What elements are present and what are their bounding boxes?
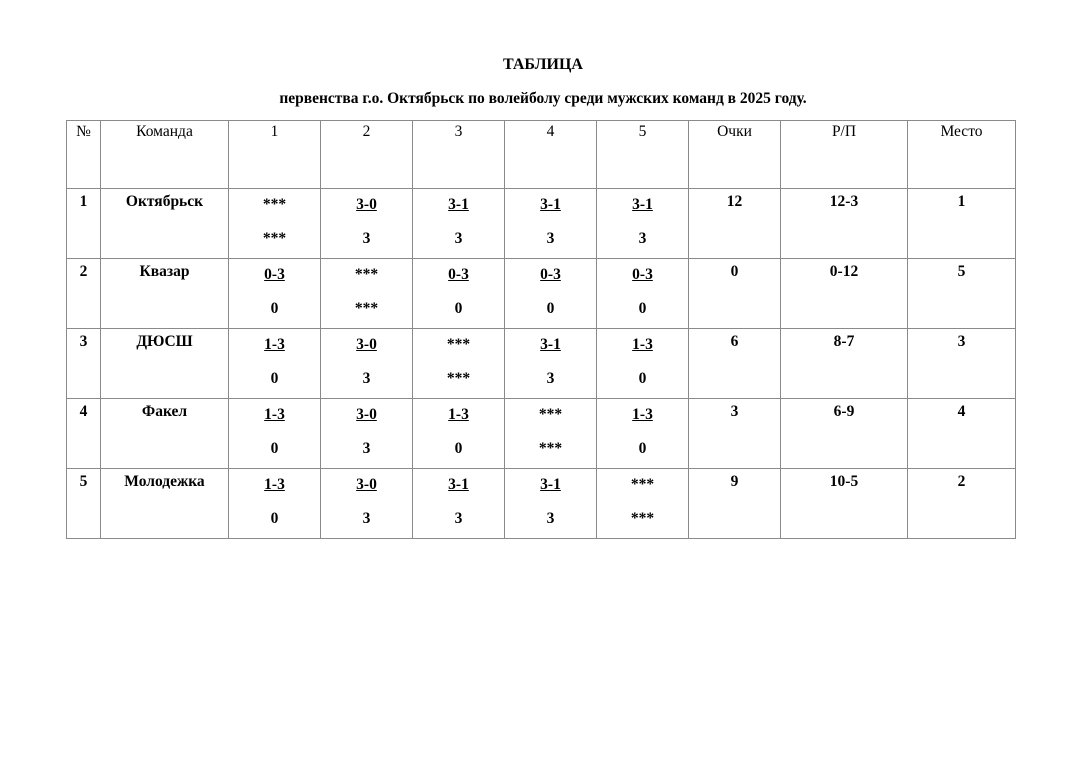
team-name: Октябрьск (101, 189, 229, 259)
header-opp-2: 2 (321, 121, 413, 189)
total-points: 0 (689, 259, 781, 329)
final-place: 2 (908, 469, 1016, 539)
table-row (67, 259, 1016, 329)
match-score: 0-3 (632, 266, 653, 283)
match-points: *** (262, 230, 287, 247)
header-opp-4: 4 (505, 121, 597, 189)
match-score: 3-1 (540, 196, 561, 213)
match-cell (413, 399, 505, 469)
match-points: 0 (270, 300, 279, 317)
match-cell (597, 329, 689, 399)
total-points: 9 (689, 469, 781, 539)
match-points: 3 (454, 510, 463, 527)
match-score: *** (630, 476, 655, 493)
match-score: 3-0 (356, 406, 377, 423)
match-cell (229, 259, 321, 329)
match-cell (505, 189, 597, 259)
match-score: 1-3 (632, 406, 653, 423)
sets-ratio: 10-5 (781, 469, 908, 539)
document-title: ТАБЛИЦА (503, 56, 583, 73)
match-points: *** (354, 300, 379, 317)
match-points: 3 (362, 440, 371, 457)
sets-ratio: 12-3 (781, 189, 908, 259)
match-points: 0 (270, 370, 279, 387)
final-place: 3 (908, 329, 1016, 399)
row-number: 4 (67, 399, 101, 469)
match-score: 3-0 (356, 476, 377, 493)
match-points: *** (446, 370, 471, 387)
match-cell (229, 329, 321, 399)
match-score: 1-3 (264, 336, 285, 353)
match-points: *** (538, 440, 563, 457)
match-points: 0 (638, 300, 647, 317)
row-number: 2 (67, 259, 101, 329)
match-cell (229, 189, 321, 259)
match-cell (505, 259, 597, 329)
document-subtitle: первенства г.о. Октябрьск по волейболу среди мужских команд в 2025 году. (279, 90, 807, 107)
match-score: 1-3 (264, 476, 285, 493)
match-score: 3-0 (356, 196, 377, 213)
team-name: Молодежка (101, 469, 229, 539)
match-points: 0 (546, 300, 555, 317)
total-points: 3 (689, 399, 781, 469)
header-sets: Р/П (781, 121, 908, 189)
match-cell (597, 259, 689, 329)
match-score: 3-1 (632, 196, 653, 213)
sets-ratio: 0-12 (781, 259, 908, 329)
match-cell (505, 469, 597, 539)
row-number: 1 (67, 189, 101, 259)
total-points: 12 (689, 189, 781, 259)
match-points: 3 (546, 510, 555, 527)
match-points: 3 (638, 230, 647, 247)
match-score: *** (538, 406, 563, 423)
match-points: 3 (546, 370, 555, 387)
match-points: 0 (454, 440, 463, 457)
match-points: 0 (270, 510, 279, 527)
match-cell (321, 399, 413, 469)
match-cell (597, 189, 689, 259)
team-name: Факел (101, 399, 229, 469)
table-row (67, 399, 1016, 469)
match-score: 3-1 (448, 476, 469, 493)
match-points: *** (630, 510, 655, 527)
team-name: ДЮСШ (101, 329, 229, 399)
header-opp-5: 5 (597, 121, 689, 189)
header-opp-3: 3 (413, 121, 505, 189)
header-num: № (67, 121, 101, 189)
match-cell (505, 329, 597, 399)
match-score: 1-3 (448, 406, 469, 423)
match-score: 3-0 (356, 336, 377, 353)
match-points: 3 (362, 370, 371, 387)
match-score: 1-3 (264, 406, 285, 423)
match-score: 0-3 (448, 266, 469, 283)
match-cell (413, 189, 505, 259)
match-points: 3 (546, 230, 555, 247)
match-score: 3-1 (540, 476, 561, 493)
match-points: 3 (454, 230, 463, 247)
match-score: 3-1 (448, 196, 469, 213)
header-place: Место (908, 121, 1016, 189)
row-number: 3 (67, 329, 101, 399)
row-number: 5 (67, 469, 101, 539)
final-place: 4 (908, 399, 1016, 469)
match-cell (413, 259, 505, 329)
team-name: Квазар (101, 259, 229, 329)
match-cell (321, 259, 413, 329)
match-score: *** (354, 266, 379, 283)
match-score: *** (262, 196, 287, 213)
sets-ratio: 8-7 (781, 329, 908, 399)
header-opp-1: 1 (229, 121, 321, 189)
match-points: 3 (362, 510, 371, 527)
sets-ratio: 6-9 (781, 399, 908, 469)
header-points: Очки (689, 121, 781, 189)
match-points: 0 (454, 300, 463, 317)
total-points: 6 (689, 329, 781, 399)
match-cell (505, 399, 597, 469)
match-score: 0-3 (264, 266, 285, 283)
table-row (67, 189, 1016, 259)
table-row (67, 469, 1016, 539)
standings-table (66, 120, 1016, 539)
match-score: 1-3 (632, 336, 653, 353)
match-points: 0 (270, 440, 279, 457)
table-row (67, 329, 1016, 399)
header-row (67, 121, 1016, 189)
match-score: 3-1 (540, 336, 561, 353)
match-cell (597, 469, 689, 539)
match-cell (321, 329, 413, 399)
final-place: 5 (908, 259, 1016, 329)
match-score: *** (446, 336, 471, 353)
match-points: 0 (638, 370, 647, 387)
match-points: 0 (638, 440, 647, 457)
match-points: 3 (362, 230, 371, 247)
match-cell (321, 189, 413, 259)
match-cell (229, 469, 321, 539)
match-cell (321, 469, 413, 539)
header-team: Команда (101, 121, 229, 189)
final-place: 1 (908, 189, 1016, 259)
match-cell (413, 469, 505, 539)
match-cell (229, 399, 321, 469)
match-cell (597, 399, 689, 469)
match-score: 0-3 (540, 266, 561, 283)
match-cell (413, 329, 505, 399)
